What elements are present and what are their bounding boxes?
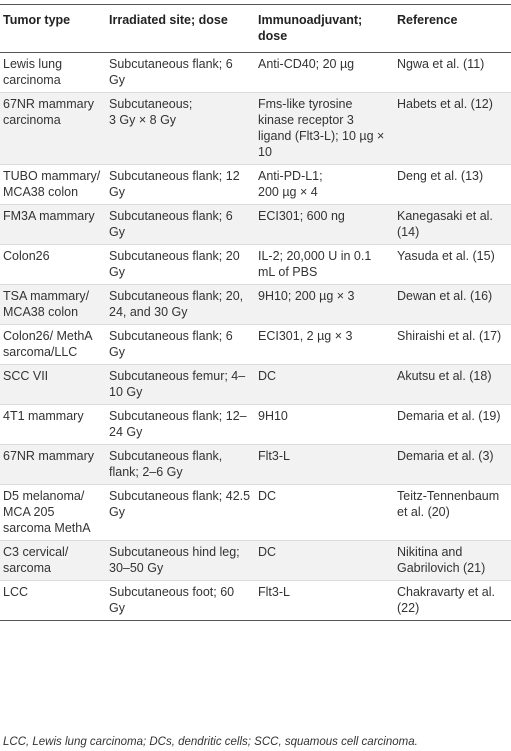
cell-tumor-type: LCC <box>3 585 29 599</box>
cell-reference: Chakravarty et al. (22) <box>397 585 495 615</box>
cell-immunoadjuvant: Fms-like tyrosine kinase receptor 3 ligand (Flt3-L); 10 µg × 10 <box>258 97 385 159</box>
table-footnote: LCC, Lewis lung carcinoma; DCs, dendritic cells; SCC, squamous cell carcinoma. <box>3 736 418 748</box>
table-header <box>0 5 511 53</box>
cell-immunoadjuvant: DC <box>258 489 277 503</box>
cell-reference: Kanegasaki et al. (14) <box>397 209 493 239</box>
table-row <box>0 165 511 205</box>
cell-irradiated-site: Subcutaneous flank; 12 Gy <box>109 169 240 199</box>
cell-immunoadjuvant: Flt3-L <box>258 585 290 599</box>
cell-irradiated-site: Subcutaneous flank, flank; 2–6 Gy <box>109 449 223 479</box>
cell-tumor-type: Lewis lung carcinoma <box>3 57 63 87</box>
cell-reference: Demaria et al. (3) <box>397 449 494 463</box>
header-reference: Reference <box>397 13 458 27</box>
cell-immunoadjuvant: Anti-PD-L1; 200 µg × 4 <box>258 169 323 199</box>
cell-irradiated-site: Subcutaneous flank; 20, 24, and 30 Gy <box>109 289 244 319</box>
table-row <box>0 93 511 165</box>
table-row <box>0 405 511 445</box>
cell-irradiated-site: Subcutaneous foot; 60 Gy <box>109 585 235 615</box>
cell-immunoadjuvant: DC <box>258 545 277 559</box>
cell-reference: Ngwa et al. (11) <box>397 57 485 71</box>
cell-immunoadjuvant: ECI301; 600 ng <box>258 209 345 223</box>
cell-irradiated-site: Subcutaneous flank; 6 Gy <box>109 57 233 87</box>
header-immunoadjuvant: Immunoadjuvant; dose <box>258 13 363 43</box>
cell-irradiated-site: Subcutaneous flank; 20 Gy <box>109 249 240 279</box>
header-irradiated-site: Irradiated site; dose <box>109 13 228 27</box>
cell-tumor-type: 67NR mammary carcinoma <box>3 97 94 127</box>
cell-irradiated-site: Subcutaneous hind leg; 30–50 Gy <box>109 545 240 575</box>
table-row <box>0 205 511 245</box>
table-row <box>0 541 511 581</box>
table-row <box>0 285 511 325</box>
table-body <box>0 53 511 621</box>
table-row <box>0 581 511 621</box>
cell-immunoadjuvant: 9H10; 200 µg × 3 <box>258 289 355 303</box>
cell-reference: Deng et al. (13) <box>397 169 484 183</box>
header-tumor-type: Tumor type <box>3 13 71 27</box>
cell-irradiated-site: Subcutaneous flank; 42.5 Gy <box>109 489 251 519</box>
cell-reference: Nikitina and Gabrilovich (21) <box>397 545 486 575</box>
cell-tumor-type: TUBO mammary/ MCA38 colon <box>3 169 101 199</box>
cell-immunoadjuvant: ECI301, 2 µg × 3 <box>258 329 353 343</box>
cell-irradiated-site: Subcutaneous femur; 4–10 Gy <box>109 369 246 399</box>
cell-tumor-type: 67NR mammary <box>3 449 94 463</box>
cell-reference: Demaria et al. (19) <box>397 409 501 423</box>
cell-reference: Dewan et al. (16) <box>397 289 493 303</box>
cell-immunoadjuvant: Anti-CD40; 20 µg <box>258 57 355 71</box>
cell-reference: Habets et al. (12) <box>397 97 493 111</box>
cell-immunoadjuvant: IL-2; 20,000 U in 0.1 mL of PBS <box>258 249 372 279</box>
table-row <box>0 445 511 485</box>
cell-tumor-type: 4T1 mammary <box>3 409 84 423</box>
table-row <box>0 245 511 285</box>
cell-immunoadjuvant: 9H10 <box>258 409 288 423</box>
cell-immunoadjuvant: DC <box>258 369 277 383</box>
cell-tumor-type: TSA mammary/ MCA38 colon <box>3 289 90 319</box>
cell-tumor-type: SCC VII <box>3 369 49 383</box>
cell-reference: Shiraishi et al. (17) <box>397 329 502 343</box>
cell-tumor-type: Colon26/ MethA sarcoma/LLC <box>3 329 92 359</box>
data-table <box>0 4 511 621</box>
table-row <box>0 53 511 93</box>
cell-irradiated-site: Subcutaneous flank; 6 Gy <box>109 329 233 359</box>
cell-immunoadjuvant: Flt3-L <box>258 449 290 463</box>
table-row <box>0 365 511 405</box>
cell-tumor-type: Colon26 <box>3 249 50 263</box>
cell-tumor-type: FM3A mammary <box>3 209 95 223</box>
cell-reference: Akutsu et al. (18) <box>397 369 492 383</box>
cell-irradiated-site: Subcutaneous; 3 Gy × 8 Gy <box>109 97 193 127</box>
cell-irradiated-site: Subcutaneous flank; 12–24 Gy <box>109 409 247 439</box>
cell-tumor-type: C3 cervical/ sarcoma <box>3 545 69 575</box>
table-row <box>0 485 511 541</box>
cell-reference: Yasuda et al. (15) <box>397 249 495 263</box>
cell-tumor-type: D5 melanoma/ MCA 205 sarcoma MethA <box>3 489 91 535</box>
header-row <box>0 5 511 53</box>
cell-irradiated-site: Subcutaneous flank; 6 Gy <box>109 209 233 239</box>
cell-reference: Teitz-Tennenbaum et al. (20) <box>397 489 500 519</box>
table-row <box>0 325 511 365</box>
